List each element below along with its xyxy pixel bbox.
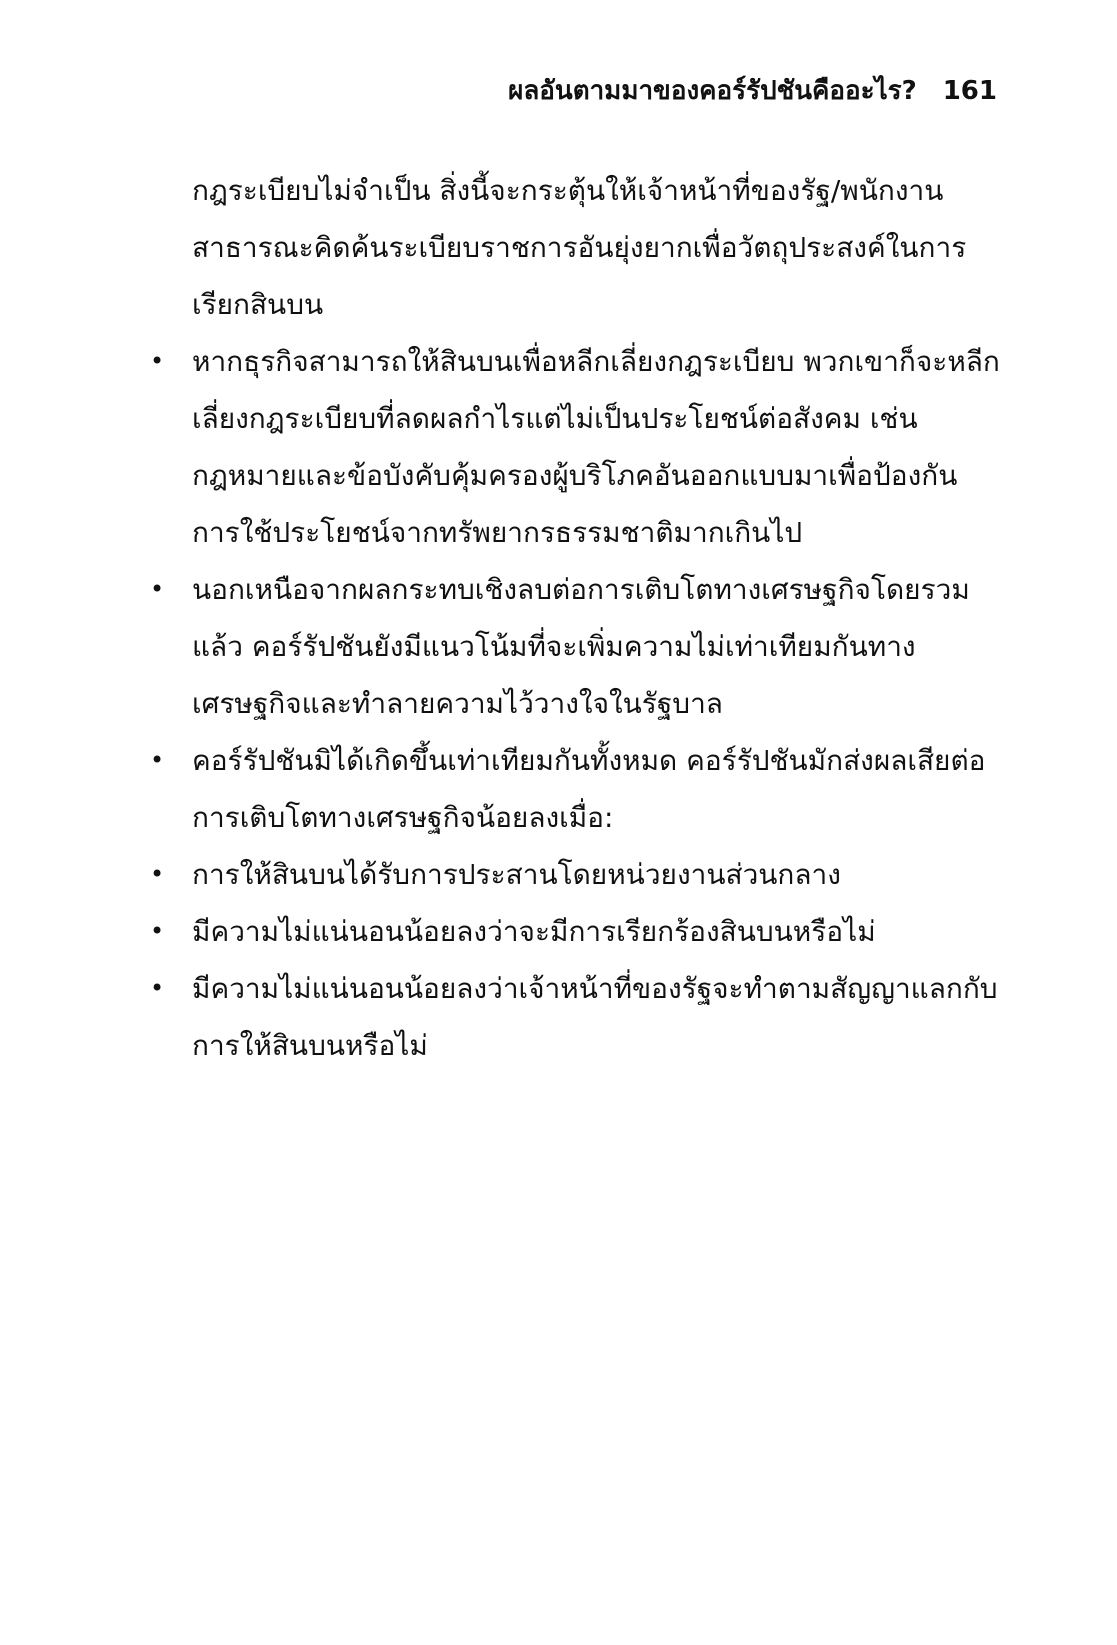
bullet-icon: • bbox=[150, 917, 165, 945]
continued-paragraph: กฎระเบียบไม่จำเป็น สิ่งนี้จะกระตุ้นให้เจ้าหน้าที่ของรัฐ/พนักงานสาธารณะคิดค้นระเบียบราชการอันยุ่งยากเพื่อวัตถุประสงค์ในการเรียกสินบน bbox=[192, 174, 967, 321]
bullet-text: การให้สินบนได้รับการประสานโดยหน่วยงานส่วนกลาง bbox=[192, 858, 841, 891]
bullet-icon: • bbox=[150, 575, 165, 603]
bullet-icon: • bbox=[150, 860, 165, 888]
bullet-icon: • bbox=[150, 974, 165, 1002]
bullet-icon: • bbox=[150, 347, 165, 375]
list-item bbox=[150, 333, 1002, 561]
bullet-text: หากธุรกิจสามารถให้สินบนเพื่อหลีกเลี่ยงกฎระเบียบ พวกเขาก็จะหลีกเลี่ยงกฎระเบียบที่ลดผลกำไรแต่ไม่เป็นประโยชน์ต่อสังคม เช่น กฎหมายและข้อบังคับคุ้มครองผู้บริโภคอันออกแบบมาเพื่อป้องกันการใช้ประโยชน์จากทรัพยากรธรรมชาติมากเกินไป bbox=[192, 345, 1000, 549]
bullet-text: มีความไม่แน่นอนน้อยลงว่าจะมีการเรียกร้องสินบนหรือไม่ bbox=[192, 915, 876, 948]
chapter-title: ผลอันตามมาของคอร์รัปชันคืออะไร? bbox=[508, 76, 917, 106]
bullet-text: มีความไม่แน่นอนน้อยลงว่าเจ้าหน้าที่ของรัฐจะทำตามสัญญาแลกกับการให้สินบนหรือไม่ bbox=[192, 972, 998, 1062]
list-item bbox=[150, 903, 1002, 960]
page-number: 161 bbox=[942, 76, 997, 106]
bullet-list bbox=[150, 333, 1002, 1074]
list-item bbox=[150, 561, 1002, 732]
running-header bbox=[508, 76, 997, 107]
list-item bbox=[150, 846, 1002, 903]
bullet-text: นอกเหนือจากผลกระทบเชิงลบต่อการเติบโตทางเศรษฐกิจโดยรวมแล้ว คอร์รัปชันยังมีแนวโน้มที่จะเพิ่มความไม่เท่าเทียมกันทางเศรษฐกิจและทำลายความไว้วางใจในรัฐบาล bbox=[192, 573, 970, 720]
list-item bbox=[150, 732, 1002, 846]
list-item bbox=[150, 960, 1002, 1074]
bullet-icon: • bbox=[150, 746, 165, 774]
body-text bbox=[150, 162, 1002, 1074]
bullet-text: คอร์รัปชันมิได้เกิดขึ้นเท่าเทียมกันทั้งหมด คอร์รัปชันมักส่งผลเสียต่อการเติบโตทางเศรษฐกิจน้อยลงเมื่อ: bbox=[192, 744, 986, 834]
